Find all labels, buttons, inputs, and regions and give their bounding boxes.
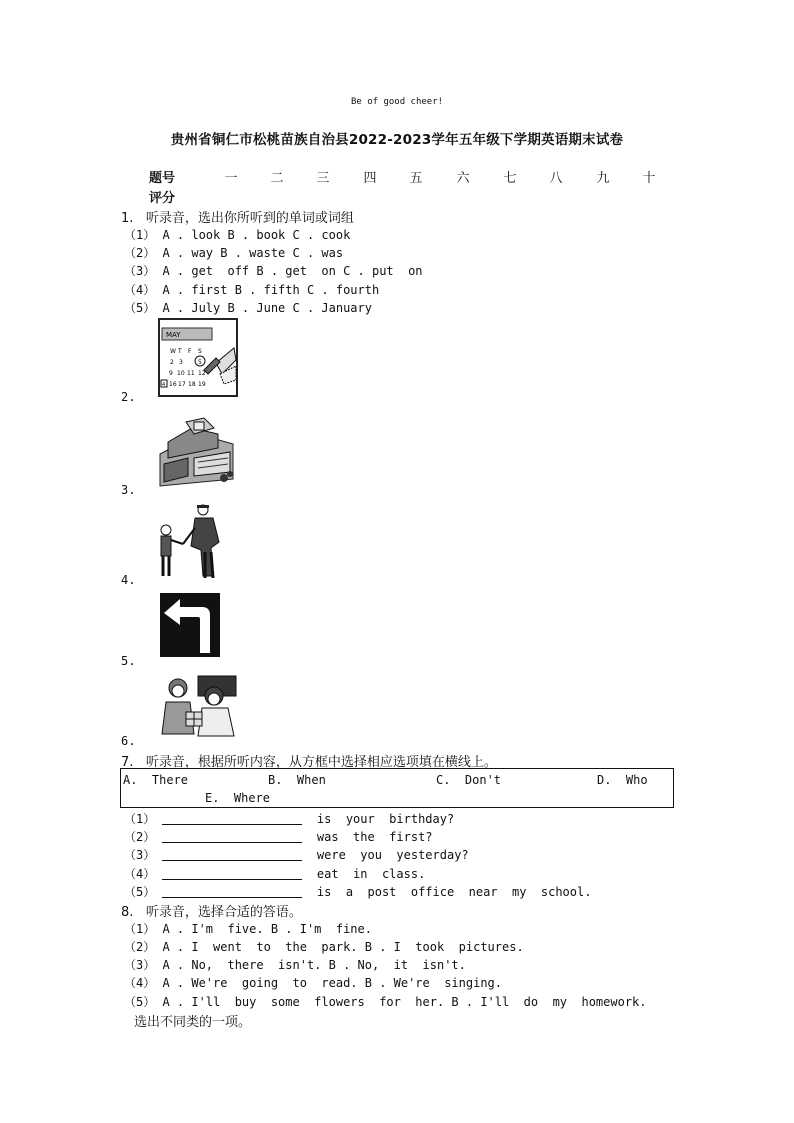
calendar-date-10: 10 [177,370,185,377]
q7-item-3 [124,846,469,863]
q7-item-4-blank[interactable] [162,867,302,880]
score-col-6: 六 [456,171,470,186]
score-col-4: 四 [363,171,377,186]
calendar-date-12: 12 [198,370,206,377]
q1-item-5: （5） A . July B . June C . January [124,301,372,315]
q7-item-3-blank[interactable] [162,848,302,861]
q7-item-5-blank[interactable] [162,885,302,898]
q7-item-1-blank[interactable] [162,812,302,825]
calendar-date-19: 19 [198,381,206,388]
q7-item-3-text: were you yesterday? [316,848,469,862]
calendar-picture [158,318,238,397]
score-col-5: 五 [409,171,423,186]
q8-heading [121,901,302,920]
q7-option-e: E. Where [205,791,271,805]
q7-item-4-number: （4） [124,867,156,881]
q1-instruction: 听录音，选出你所听到的单词或词组 [145,211,354,226]
q7-item-4 [124,865,425,882]
picture-number-4: 4. [121,573,136,587]
q7-item-5-number: （5） [124,885,156,899]
handshake-picture [155,502,229,580]
q8-item-2: （2） A . I went to the park. B . I took pictures. [124,940,524,954]
calendar-marker: 4 [162,382,166,388]
score-col-9: 九 [596,171,610,186]
q7-item-3-number: （3） [124,848,156,862]
q7-item-1-text: is your birthday? [316,812,455,826]
calendar-date-11: 11 [187,370,195,377]
q7-option-d: D. Who [597,773,648,787]
calendar-date-5: 5 [198,359,202,366]
calendar-day-t: T [178,348,182,355]
picture-number-2: 2. [121,390,136,404]
picture-number-3: 3. [121,483,136,497]
score-col-8: 八 [549,171,563,186]
score-row-label-score: 评分 [149,191,176,206]
score-col-3: 三 [316,171,330,186]
q8-item-5: （5） A . I'll buy some flowers for her. B . I'll do my homework. [124,995,647,1009]
q8-number: 8. [121,905,134,920]
q9-instruction: 选出不同类的一项。 [134,1015,252,1030]
q7-item-2 [124,828,433,845]
q1-item-3: （3） A . get off B . get on C . put on [124,264,423,278]
q7-item-4-text: eat in class. [316,867,426,881]
calendar-day-s: S [198,348,202,355]
q7-item-5-text: is a post office near my school. [316,885,592,899]
q7-item-5 [124,883,591,900]
score-col-1: 一 [224,171,238,186]
q7-number: 7. [121,755,134,770]
score-row-label-number: 题号 [149,171,176,186]
q8-item-1: （1） A . I'm five. B . I'm fine. [124,922,372,936]
page-header: Be of good cheer! [350,97,444,107]
q7-option-c: C. Don't [436,773,502,787]
q7-item-2-number: （2） [124,830,156,844]
calendar-day-f: F [188,348,192,355]
q1-heading [121,207,354,226]
q1-item-4: （4） A . first B . fifth C . fourth [124,283,380,297]
q8-item-3: （3） A . No, there isn't. B . No, it isn't. [124,958,466,972]
q1-item-2: （2） A . way B . waste C . was [124,246,344,260]
calendar-date-18: 18 [188,381,196,388]
picture-number-6: 6. [121,734,136,748]
calendar-date-9: 9 [169,370,173,377]
q7-option-a: A. There [123,773,189,787]
calendar-date-16: 16 [169,381,177,388]
q8-instruction: 听录音，选择合适的答语。 [145,905,302,920]
gift-exchange-picture [158,674,238,737]
score-col-2: 二 [270,171,284,186]
school-building-picture [158,414,235,488]
calendar-day-w: W [170,348,176,355]
q1-number: 1. [121,211,134,226]
q1-item-1: （1） A . look B . book C . cook [124,228,351,242]
turn-left-sign-picture [160,593,220,657]
calendar-month: MAY [166,331,181,339]
q8-item-4: （4） A . We're going to read. B . We're singing. [124,976,503,990]
score-col-7: 七 [503,171,517,186]
picture-number-5: 5. [121,654,136,668]
calendar-date-2: 2 [170,359,174,366]
q7-item-2-text: was the first? [316,830,433,844]
q7-option-b: B. When [268,773,326,787]
calendar-date-17: 17 [178,381,186,388]
score-col-10: 十 [642,171,656,186]
calendar-date-3: 3 [179,359,183,366]
q7-instruction: 听录音，根据所听内容，从方框中选择相应选项填在横线上。 [145,755,497,770]
q7-item-2-blank[interactable] [162,830,302,843]
q7-item-1-number: （1） [124,812,156,826]
q7-options-box [120,768,674,808]
q7-item-1 [124,810,454,827]
exam-title: 贵州省铜仁市松桃苗族自治县2022-2023学年五年级下学期英语期末试卷 [170,132,624,148]
